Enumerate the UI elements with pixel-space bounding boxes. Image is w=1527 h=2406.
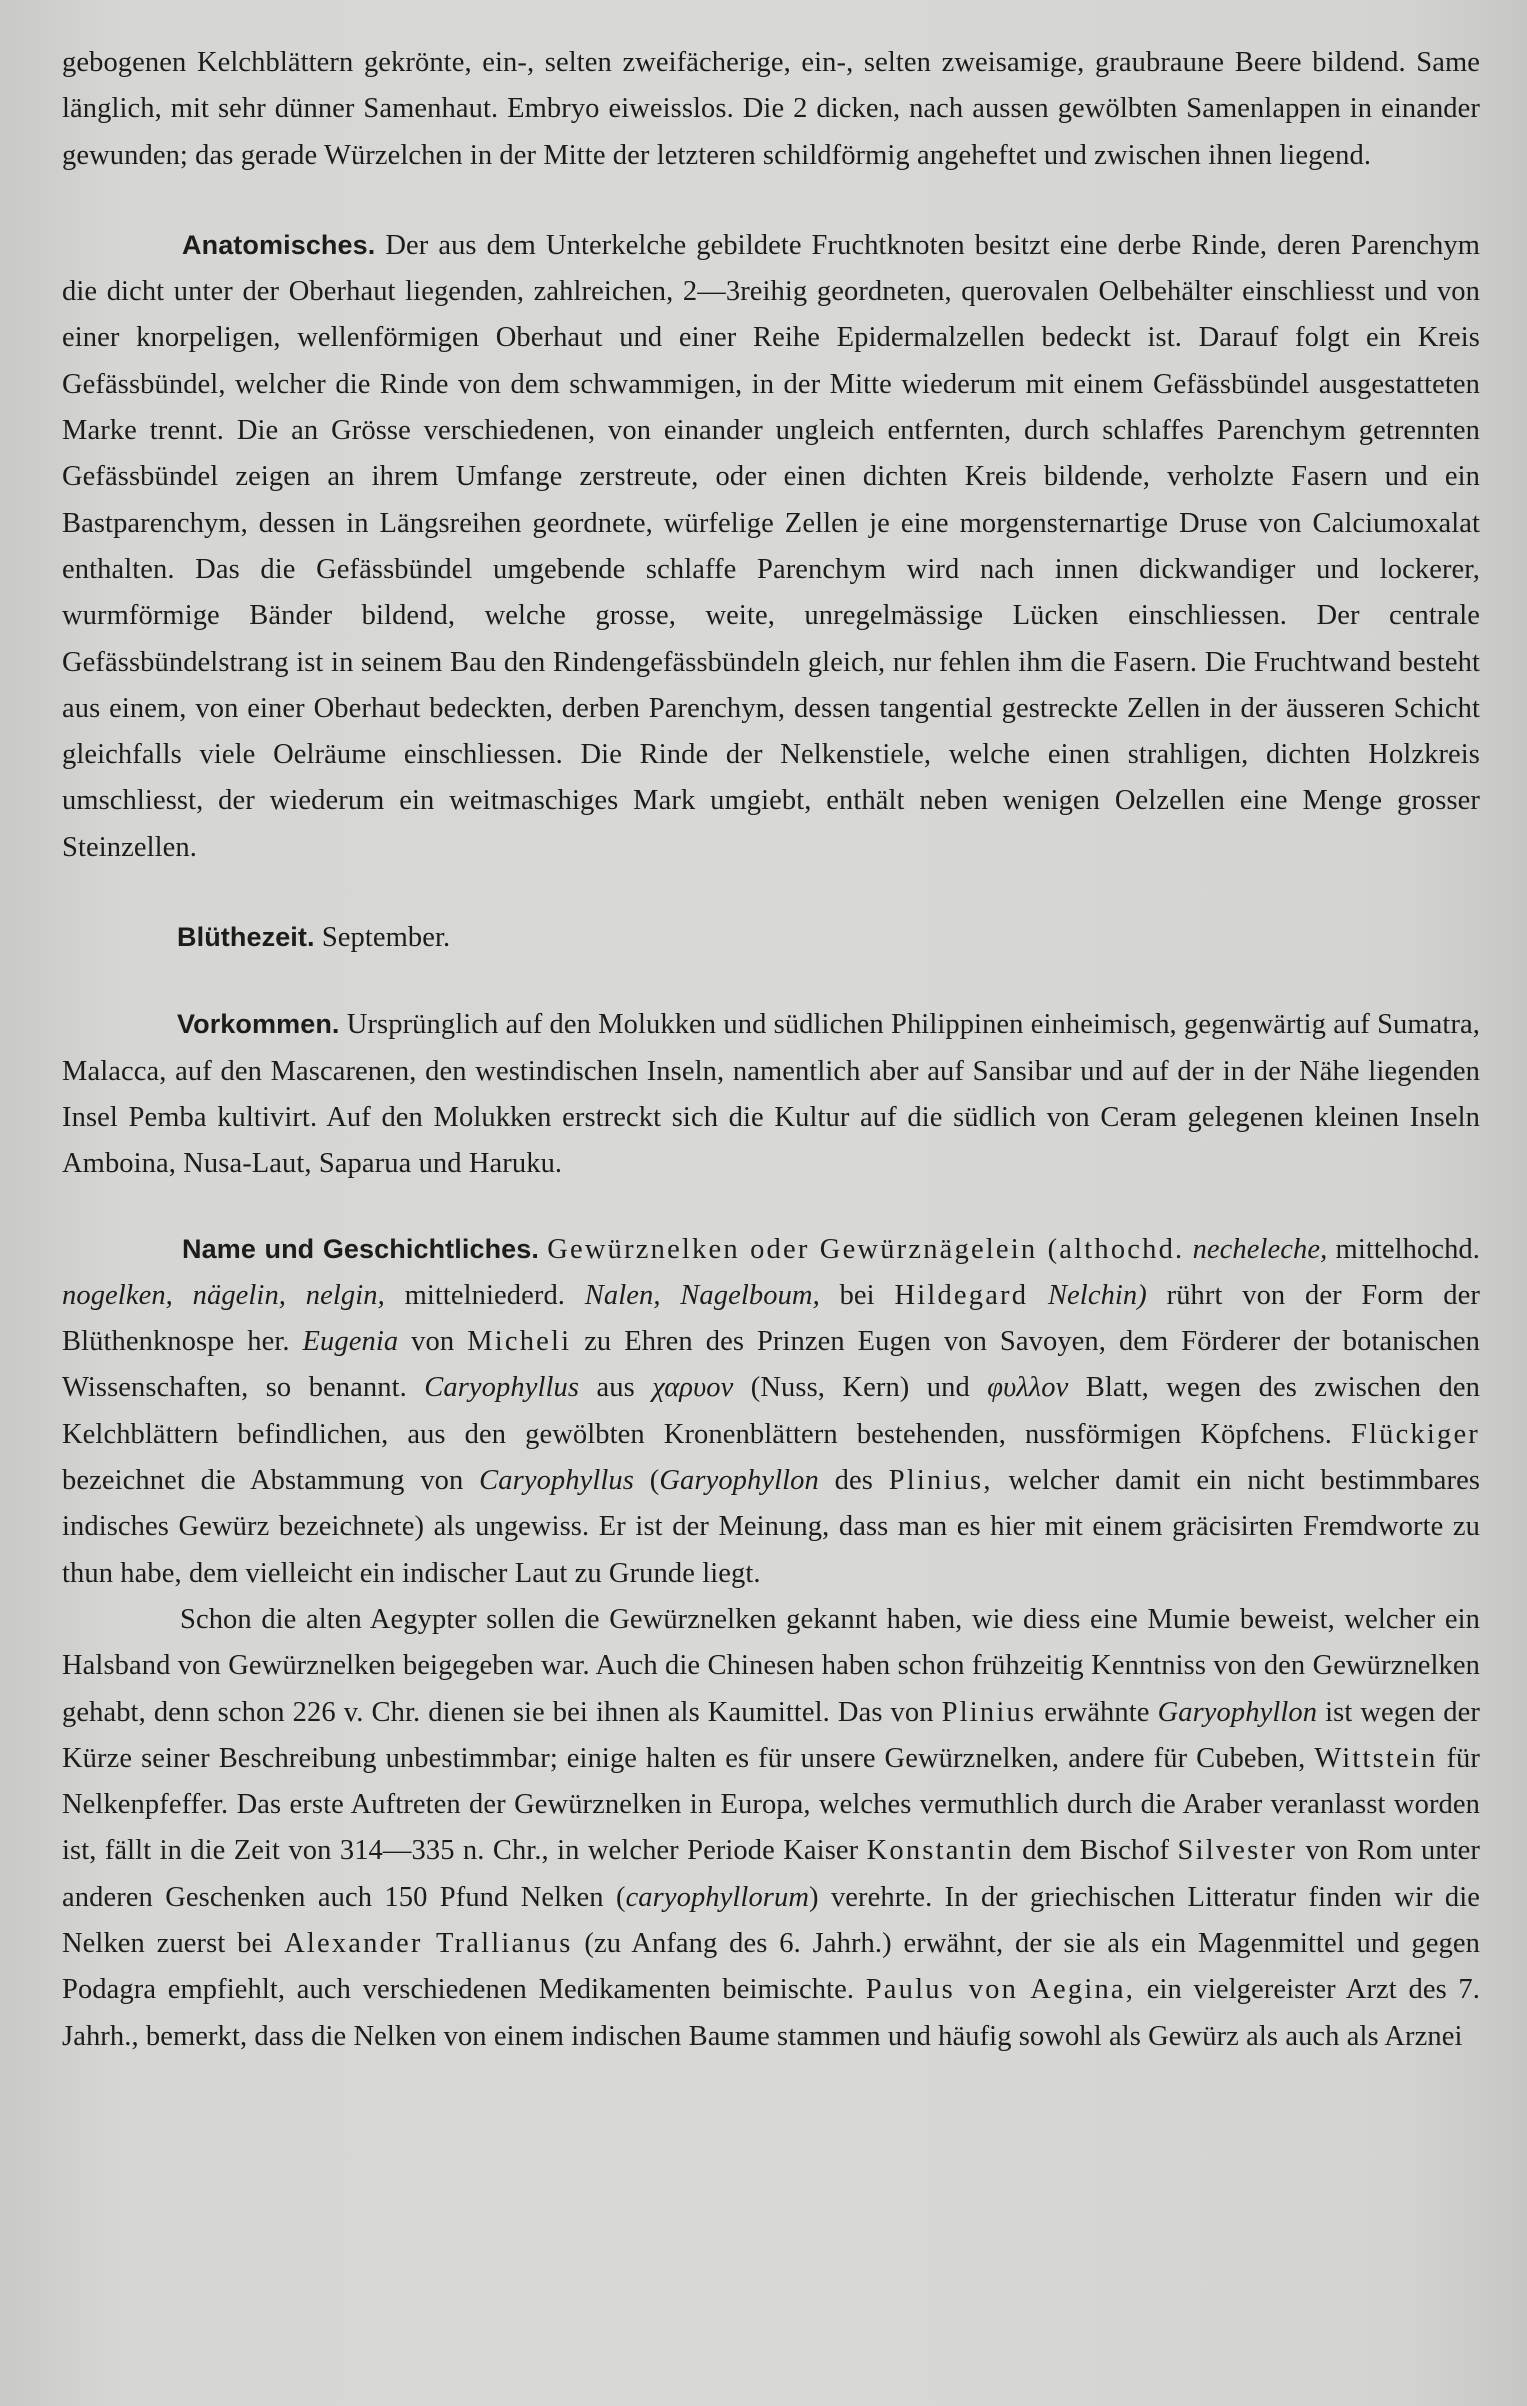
name-text: bezeichnet die Abstammung von [62,1465,464,1497]
schon-person: Silvester [1177,1835,1298,1867]
name-italic: Nelchin) [1047,1279,1147,1311]
name-text: aus [596,1372,635,1404]
paragraph-schon [62,1597,1480,2060]
schon-text: ist wegen der Kürze seiner Beschreibung unbestimmbar; einige halten es für unsere Gewürznelken, andere für Cubeben, [62,1696,1480,1774]
text-column [62,40,1480,2060]
paragraph-vorkommen [62,1001,1480,1187]
name-text: mittelhochd. [1335,1233,1481,1265]
heading-bluethezeit: Blüthezeit. [177,922,315,953]
name-person: Plinius, [888,1465,993,1497]
name-text: bei [839,1279,875,1311]
name-italic: Nalen, Nagelboum, [584,1279,820,1311]
schon-text: von Rom unter anderen Geschenken auch 150 Pfund Nelken ( [62,1835,1481,1913]
bluethezeit-text: September. [321,922,451,954]
schon-text: dem Bischof [1022,1835,1170,1867]
name-text: Gewürznelken oder Gewürznägelein (althochd. [547,1233,1185,1265]
name-text: ( [649,1465,660,1497]
schon-text: für Nelkenpfeffer. Das erste Auftreten der Gewürznelken in Europa, welches vermuthlich durch die Araber veranlasst worden ist, fällt in die Zeit von 314—335 n. Chr., in welcher Periode Kaiser [62,1742,1480,1867]
schon-text: (zu Anfang des 6. Jahrh.) erwähnt, der sie als ein Magenmittel und gegen Podagra empfiehlt, auch verschiedenen Medikamenten beimischte. [62,1927,1480,2006]
vorkommen-text: Ursprünglich auf den Molukken und südlichen Philippinen einheimisch, gegenwärtig auf Sumatra, Malacca, auf den Mascarenen, den westindischen Inseln, namentlich aber auf Sansibar und auf der in der Nähe liegenden Insel Pemba kultivirt. Auf den Molukken erstreckt sich die Kultur auf die südlich von Ceram gelegenen kleinen Inseln Amboina, Nusa-Laut, Saparua und Haruku. [62,1009,1481,1180]
schon-text: ) verehrte. In der griechischen Litteratur finden wir die Nelken zuerst bei [62,1881,1481,1959]
paragraph-name-geschichtliches [62,1226,1480,1597]
name-italic: Caryophyllus [479,1465,634,1497]
name-person: Hildegard [894,1279,1029,1311]
name-text: welcher damit ein nicht bestimmbares indisches Gewürz bezeichnete) als ungewiss. Er ist der Meinung, dass man es hier mit einem gräcisirten Fremdworte zu thun habe, dem vielleicht ein indischer Laut zu Grunde liegt. [62,1465,1481,1589]
paragraph-anatomisches [62,222,1480,871]
name-text: rührt von der Form der Blüthenknospe her. [62,1279,1480,1358]
schon-person: Paulus von Aegina, [865,1974,1136,2006]
name-text: von [411,1326,455,1358]
name-text: (Nuss, Kern) und [750,1372,970,1404]
schon-person: Konstantin [866,1835,1014,1867]
schon-text: erwähnte [1044,1696,1150,1728]
heading-vorkommen: Vorkommen. [177,1009,340,1040]
schon-text: Schon die alten Aegypter sollen die Gewürznelken gekannt haben, wie diess eine Mumie beweist, welcher ein Halsband von Gewürznelken beigegeben war. Auch die Chinesen haben schon frühzeitig Kenntniss von den Gewürznelken gehabt, denn schon 226 v. Chr. dienen sie bei ihnen als Kaumittel. Das von [62,1603,1480,1728]
name-text: Blatt, wegen des zwischen den Kelchblättern befindlichen, aus den gewölbten Kronenblättern bestehenden, nussförmigen Köpfchens. [62,1372,1480,1450]
name-text: zu Ehren des Prinzen Eugen von Savoyen, dem Förderer der botanischen Wissenschaften, so benannt. [62,1326,1480,1404]
heading-anatomisches: Anatomisches. [182,229,376,260]
name-person: Micheli [467,1326,572,1358]
name-greek: φυλλον [987,1372,1069,1404]
schon-italic: Garyophyllon [1157,1696,1318,1728]
heading-name-geschichtliches: Name und Geschichtliches. [182,1233,540,1264]
anatomisches-text: Der aus dem Unterkelche gebildete Fruchtknoten besitzt eine derbe Rinde, deren Parenchym die dicht unter der Oberhaut liegenden, zahlreichen, 2—3reihig geordneten, querovalen Oelbehälter einschliesst und von einer knorpeligen, wellenförmigen Oberhaut und einer Reihe Epidermalzellen bedeckt ist. Darauf folgt ein Kreis Gefässbündel, welcher die Rinde von dem schwammigen, in der Mitte wiederum mit einem Gefässbündel ausgestatteten Marke trennt. Die an Grösse verschiedenen, von einander ungleich entfernten, durch schlaffes Parenchym getrennten Gefässbündel zeigen an ihrem Umfange zerstreute, oder einen dichten Kreis bildende, verholzte Fasern und ein Bastparenchym, dessen in Längsreihen geordnete, würfelige Zellen je eine morgensternartige Druse von Calciumoxalat enthalten. Das die Gefässbündel umgebende schlaffe Parenchym wird nach innen dickwandiger und lockerer, wurmförmige Bänder bildend, welche grosse, weite, unregelmässige Lücken einschliessen. Der centrale Gefässbündelstrang ist in seinem Bau den Rindengefässbündeln gleich, nur fehlen ihm die Fasern. Die Fruchtwand besteht aus einem, von einer Oberhaut bedeckten, derben Parenchym, dessen tangential gestreckte Zellen in der äusseren Schicht gleichfalls viele Oelräume einschliessen. Die Rinde der Nelkenstiele, welche einen strahligen, dichten Holzkreis umschliesst, der wiederum ein weitmaschiges Mark umgiebt, enthält neben wenigen Oelzellen eine Menge grosser Steinzellen. [62,229,1480,863]
name-italic: Caryophyllus [424,1372,580,1404]
schon-italic: caryophyllorum [625,1881,810,1913]
schon-person: Plinius [941,1696,1037,1728]
paragraph-bluethezeit [62,914,1480,961]
schon-text: ein vielgereister Arzt des 7. Jahrh., bemerkt, dass die Nelken von einem indischen Baume stammen und häufig sowohl als Gewürz als auch als Arznei [62,1974,1481,2052]
paragraph-intro [62,40,1480,179]
intro-text: gebogenen Kelchblättern gekrönte, ein-, selten zweifächerige, ein-, selten zweisamige, graubraune Beere bildend. Same länglich, mit sehr dünner Samenhaut. Embryo eiweisslos. Die 2 dicken, nach aussen gewölbten Samenlappen in einander gewunden; das gerade Würzelchen in der Mitte der letzteren schildförmig angeheftet und zwischen ihnen liegend. [62,47,1480,171]
name-text: des [834,1465,873,1497]
schon-person: Alexander Trallianus [284,1927,573,1959]
name-text: mittelniederd. [404,1279,566,1311]
name-person: Flückiger [1350,1418,1480,1450]
name-italic: Eugenia [302,1326,399,1358]
name-greek: χαρυον [652,1372,734,1404]
name-italic: nogelken, nägelin, nelgin, [62,1279,385,1311]
name-italic: necheleche, [1192,1233,1328,1265]
schon-person: Wittstein [1314,1742,1438,1774]
name-italic: Garyophyllon [659,1465,819,1497]
